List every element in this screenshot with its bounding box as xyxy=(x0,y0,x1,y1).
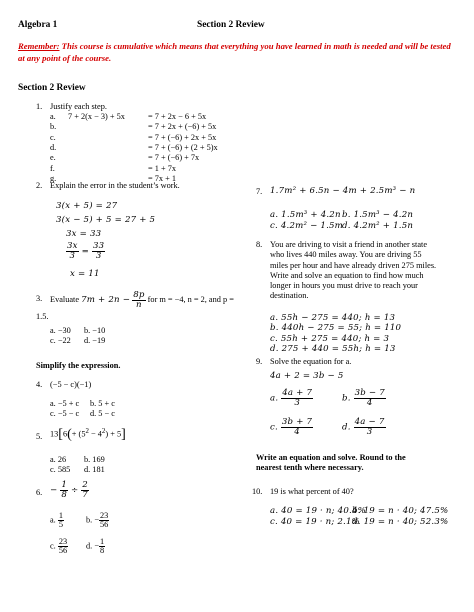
heading-line: nearest tenth where necessary. xyxy=(256,463,364,473)
q3-condition: for m = −4, n = 2, and p = xyxy=(147,295,234,304)
q1-number: 1. xyxy=(36,102,43,111)
q3-choice: c. −22 xyxy=(50,336,71,345)
frac-den: 3 xyxy=(366,426,373,437)
choice-label: a. xyxy=(270,393,279,404)
q2-prompt: Explain the error in the student’s work. xyxy=(50,181,180,190)
q4-choice: a. −5 + c xyxy=(50,399,80,408)
q1-step xyxy=(50,133,218,143)
q9-choice xyxy=(270,389,313,407)
q8-choice: d. 275 + 440 = 55h; h = 13 xyxy=(270,344,396,355)
q6-expression xyxy=(50,481,89,499)
simplify-heading: Simplify the expression. xyxy=(36,361,121,370)
q3-choice: a. −30 xyxy=(50,326,71,335)
q6-choice xyxy=(86,512,109,530)
choice-label: b. xyxy=(342,393,351,404)
frac-den: 3 xyxy=(95,250,102,261)
q2-work-line: 3(x − 5) + 5 = 27 + 5 xyxy=(56,215,156,225)
neg-sign: − xyxy=(94,515,99,525)
remember-label: Remember: xyxy=(18,41,60,51)
q3-condition-cont: 1.5. xyxy=(36,312,49,321)
frac-den: 4 xyxy=(366,397,373,408)
frac-num: 4a − 7 xyxy=(354,417,385,427)
q3-number: 3. xyxy=(36,294,43,303)
step-rhs: = 7x + 1 xyxy=(148,174,177,184)
neg-sign: − xyxy=(94,541,99,551)
q2-work-fraction xyxy=(66,242,105,260)
remember-note xyxy=(18,41,458,64)
frac-num: 3b − 7 xyxy=(354,388,385,398)
q5-choice: d. 181 xyxy=(84,465,105,474)
q9-choice xyxy=(342,418,386,436)
heading-line: Write an equation and solve. Round to the xyxy=(256,453,406,462)
q8-text-line: longer in hours you must drive to reach your xyxy=(270,281,418,291)
q8-text-line: destination. xyxy=(270,291,309,301)
q10-choice: a. 40 = 19 · n; 40.4% xyxy=(270,506,366,516)
step-rhs: = 7 + (−6) + 2x + 5x xyxy=(148,132,217,142)
q4-choice: d. 5 − c xyxy=(90,409,115,418)
q7-expression: 1.7m² + 6.5n − 4m + 2.5m³ − n xyxy=(270,186,416,196)
frac-den: 7 xyxy=(82,489,88,500)
frac-num: 1 xyxy=(61,480,68,490)
q8-text-line: Write and solve an equation to find how much xyxy=(270,270,424,280)
q10-choice: b. 19 = n · 40; 47.5% xyxy=(352,506,449,516)
q4-choice: b. 5 + c xyxy=(90,399,115,408)
evaluate-word: Evaluate xyxy=(50,295,80,304)
q8-text xyxy=(270,240,436,302)
neg-sign: − xyxy=(50,485,58,496)
q2-number: 2. xyxy=(36,181,43,190)
q4-number: 4. xyxy=(36,380,43,389)
q1-step xyxy=(50,153,218,163)
q1-step xyxy=(50,164,218,174)
q5-choice: c. 585 xyxy=(50,465,71,474)
q5-coef: 13 xyxy=(50,429,59,439)
choice-label: c. xyxy=(270,422,278,433)
choice-label: c. xyxy=(50,541,56,551)
q3-choice: b. −10 xyxy=(84,326,106,335)
course-title: Algebra 1 xyxy=(18,20,58,30)
q5-choice: a. 26 xyxy=(50,455,67,464)
step-label: f. xyxy=(50,163,55,173)
q3-choice: d. −19 xyxy=(84,336,106,345)
q1-step xyxy=(50,143,218,153)
q5-number: 5. xyxy=(36,432,43,441)
q8-choices xyxy=(270,313,401,355)
q9-choice xyxy=(342,389,386,407)
frac-num: 1 xyxy=(58,511,63,520)
q6-number: 6. xyxy=(36,488,43,497)
q4-choice: c. −5 − c xyxy=(50,409,80,418)
frac-den: 8 xyxy=(100,546,105,556)
choice-label: a. xyxy=(50,515,56,525)
frac-den: 56 xyxy=(58,546,68,556)
equals: = xyxy=(81,246,90,257)
q1-step xyxy=(50,112,218,122)
q5-exp: 2 xyxy=(85,427,89,435)
step-rhs: = 7 + 2x + (−6) + 5x xyxy=(148,122,217,132)
frac-den: n xyxy=(136,299,142,310)
q3-expression: 7m + 2n − xyxy=(81,295,131,305)
q2-work-line: 3x = 33 xyxy=(66,229,102,239)
q10-choice: c. 40 = 19 · n; 2.1% xyxy=(270,517,361,527)
frac-num: 2 xyxy=(82,480,88,490)
step-rhs: = 1 + 7x xyxy=(148,163,177,173)
q5-term: − 4 xyxy=(88,429,102,439)
step-rhs: = 7 + 2x − 6 + 5x xyxy=(148,112,207,121)
frac-num: 1 xyxy=(100,537,105,546)
q3-prompt xyxy=(50,291,234,309)
frac-den: 56 xyxy=(100,520,109,530)
q9-equation: 4a + 2 = 3b − 5 xyxy=(270,371,344,381)
frac-num: 8p xyxy=(133,290,145,300)
q1-steps xyxy=(50,112,218,185)
step-label: a. xyxy=(50,112,56,121)
frac-den: 4 xyxy=(294,426,300,437)
step-label: b. xyxy=(50,122,57,132)
step-label: d. xyxy=(50,143,57,153)
choice-label: d. xyxy=(86,541,93,551)
choice-label: b. xyxy=(86,515,93,525)
q10-prompt: 19 is what percent of 40? xyxy=(270,487,354,496)
frac-num: 3x xyxy=(67,241,78,251)
frac-den: 3 xyxy=(69,250,76,261)
q4-expression: (−5 − c)(−1) xyxy=(50,380,92,389)
q8-number: 8. xyxy=(256,240,263,249)
remember-text: This course is cumulative which means that everything you have learned in math is needed and will be tested at any point of the course. xyxy=(18,41,451,63)
choice-label: d. xyxy=(342,422,351,433)
q5-choice: b. 169 xyxy=(84,455,105,464)
q6-choice xyxy=(50,512,64,530)
q6-choice xyxy=(50,538,68,556)
frac-den: 3 xyxy=(294,397,300,408)
frac-num: 3b + 7 xyxy=(281,417,313,427)
q7-choice: b. 1.5m³ − 4.2n xyxy=(342,210,414,220)
frac-num: 33 xyxy=(93,241,105,251)
q7-number: 7. xyxy=(256,187,263,196)
q9-prompt: Solve the equation for a. xyxy=(270,357,352,366)
frac-den: 8 xyxy=(61,489,68,500)
q8-choice: c. 55h + 275 = 440; h = 3 xyxy=(270,333,390,344)
step-rhs: = 7 + (−6) + 7x xyxy=(148,153,200,163)
step-label: c. xyxy=(50,132,56,142)
q1-prompt: Justify each step. xyxy=(50,102,107,111)
section-header: Section 2 Review xyxy=(197,20,265,30)
q5-term: + (5 xyxy=(71,429,86,439)
q2-work-line: x = 11 xyxy=(70,269,100,279)
q9-number: 9. xyxy=(256,357,263,366)
q5-term: ) + 5 xyxy=(105,429,122,439)
step-rhs: = 7 + (−6) + (2 + 5)x xyxy=(148,143,218,153)
q10-number: 10. xyxy=(252,487,263,496)
q1-step xyxy=(50,122,218,132)
divide-sign: ÷ xyxy=(70,485,79,496)
q9-choice xyxy=(270,418,313,436)
write-equation-heading xyxy=(256,453,406,474)
frac-den: 5 xyxy=(58,520,63,530)
q8-choice: b. 440h − 275 = 55; h = 110 xyxy=(270,323,402,334)
q5-exp: 2 xyxy=(101,427,106,435)
q8-text-line: miles per hour and have already driven 275 miles. xyxy=(270,260,437,270)
frac-num: 4a + 7 xyxy=(282,388,313,398)
q7-choice: c. 4.2m² − 1.5m xyxy=(270,221,344,231)
q8-text-line: who lives 440 miles away. You are driving 55 xyxy=(270,250,422,260)
q10-choice: d. 19 = n · 40; 52.3% xyxy=(352,517,449,527)
step-label: e. xyxy=(50,153,56,163)
q5-term: 6 xyxy=(62,429,68,439)
q5-expression: $13[6(+ (5^2 - 4^2) + 5]$ xyxy=(50,427,126,442)
q2-work-line: 3(x + 5) = 27 xyxy=(56,201,118,211)
step-lhs: 7 + 2(x − 3) + 5x xyxy=(68,112,125,121)
section-title: Section 2 Review xyxy=(18,83,86,93)
frac-num: 23 xyxy=(100,511,109,520)
q6-choice xyxy=(86,538,105,556)
q7-choice: d. 4.2m² + 1.5n xyxy=(342,221,414,231)
step-label: g. xyxy=(50,174,57,184)
q7-choice: a. 1.5m³ + 4.2n xyxy=(270,210,341,220)
q8-choice: a. 55h − 275 = 440; h = 13 xyxy=(270,313,396,323)
q8-text-line: You are driving to visit a friend in another state xyxy=(270,240,427,249)
frac-num: 23 xyxy=(58,537,68,546)
